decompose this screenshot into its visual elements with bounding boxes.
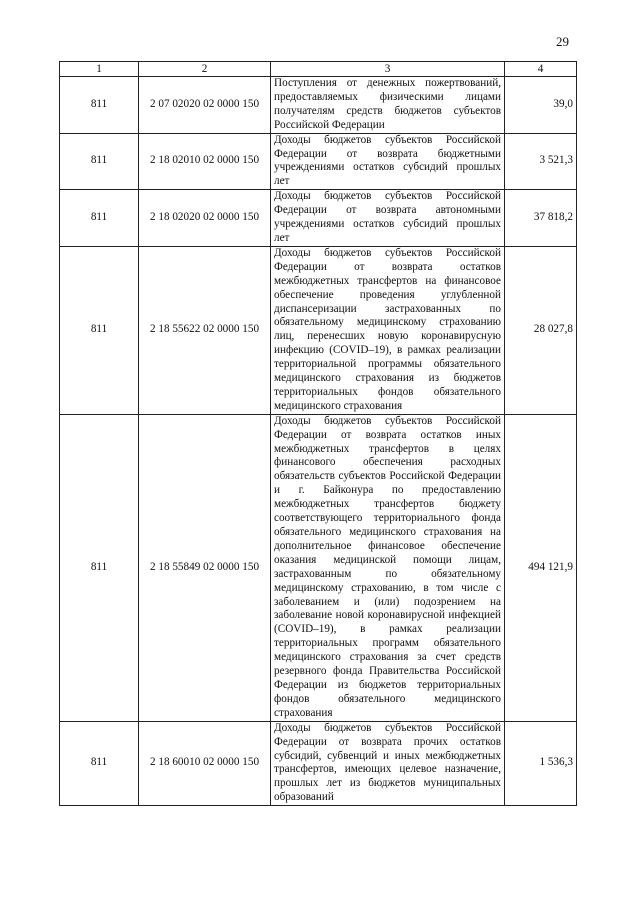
- admin-code-cell: 811: [60, 246, 139, 414]
- kbk-code-cell: 2 18 55849 02 0000 150: [139, 414, 271, 721]
- table-header-row: [60, 62, 577, 77]
- description-cell: Доходы бюджетов субъектов Российской Федерации от возврата остатков межбюджетных трансфертов на финансовое обеспечение проведения углубленной диспансеризации застрахованных по обязательному медицинскому страхованию лиц, перенесших новую коронавирусную инфекцию (COVID–19), в рамках реализации территориальной программы обязательного медицинского страхования из бюджетов территориальных фондов обязательного медицинского страхования: [271, 246, 505, 414]
- kbk-code-cell: 2 18 55622 02 0000 150: [139, 246, 271, 414]
- column-header-4: 4: [505, 62, 577, 77]
- amount-cell: 494 121,9: [505, 414, 577, 721]
- kbk-code-cell: 2 18 02010 02 0000 150: [139, 133, 271, 190]
- table-row: [60, 133, 577, 190]
- amount-cell: 39,0: [505, 77, 577, 134]
- amount-cell: 37 818,2: [505, 190, 577, 247]
- column-header-3: 3: [271, 62, 505, 77]
- table-row: [60, 246, 577, 414]
- table-row: [60, 77, 577, 134]
- admin-code-cell: 811: [60, 414, 139, 721]
- kbk-code-cell: 2 18 02020 02 0000 150: [139, 190, 271, 247]
- description-cell: Доходы бюджетов субъектов Российской Федерации от возврата остатков иных межбюджетных трансфертов в целях финансового обеспечения расходных обязательств субъектов Российской Федерации и г. Байконура по предоставлению межбюджетных трансфертов бюджету соответствующего территориального фонда обязательного медицинского страхования на дополнительное финансовое обеспечение оказания медицинской помощи лицам, застрахованным по обязательному медицинскому страхованию, в том числе с заболеванием и (или) подозрением на заболевание новой коронавирусной инфекцией (COVID–19), в рамках реализации территориальных программ обязательного медицинского страхования за счет средств резервного фонда Правительства Российской Федерации из бюджетов территориальных фондов обязательного медицинского страхования: [271, 414, 505, 721]
- table-row: [60, 721, 577, 805]
- column-header-1: 1: [60, 62, 139, 77]
- description-cell: Доходы бюджетов субъектов Российской Федерации от возврата бюджетными учреждениями остатков субсидий прошлых лет: [271, 133, 505, 190]
- column-header-2: 2: [139, 62, 271, 77]
- revenue-table: [59, 61, 577, 806]
- amount-cell: 1 536,3: [505, 721, 577, 805]
- page-number: 29: [556, 34, 569, 49]
- description-cell: Доходы бюджетов субъектов Российской Федерации от возврата прочих остатков субсидий, субвенций и иных межбюджетных трансфертов, имеющих целевое назначение, прошлых лет из бюджетов муниципальных образований: [271, 721, 505, 805]
- kbk-code-cell: 2 07 02020 02 0000 150: [139, 77, 271, 134]
- admin-code-cell: 811: [60, 190, 139, 247]
- amount-cell: 3 521,3: [505, 133, 577, 190]
- table-row: [60, 190, 577, 247]
- kbk-code-cell: 2 18 60010 02 0000 150: [139, 721, 271, 805]
- admin-code-cell: 811: [60, 721, 139, 805]
- description-cell: Доходы бюджетов субъектов Российской Федерации от возврата автономными учреждениями остатков субсидий прошлых лет: [271, 190, 505, 247]
- admin-code-cell: 811: [60, 133, 139, 190]
- amount-cell: 28 027,8: [505, 246, 577, 414]
- description-cell: Поступления от денежных пожертвований, предоставляемых физическими лицами получателям средств бюджетов субъектов Российской Федерации: [271, 77, 505, 134]
- table-row: [60, 414, 577, 721]
- admin-code-cell: 811: [60, 77, 139, 134]
